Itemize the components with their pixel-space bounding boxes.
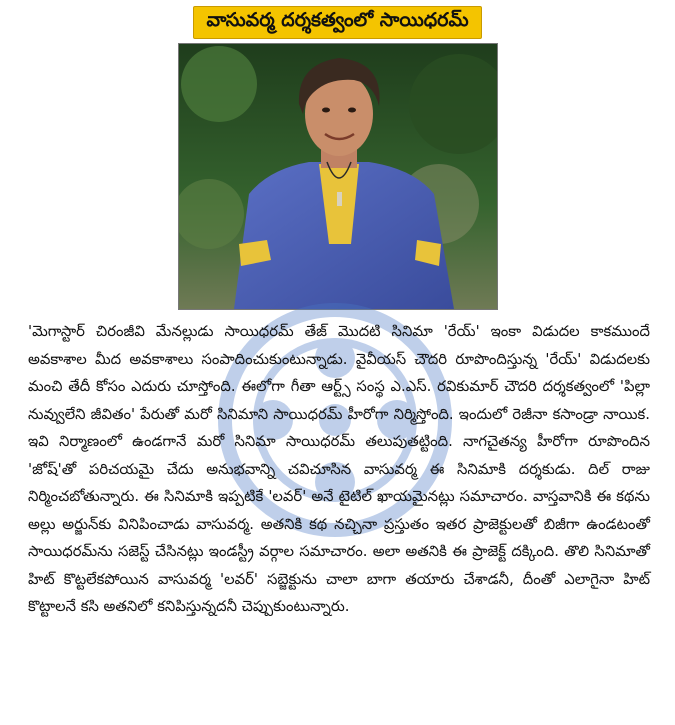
article-body [28,318,650,621]
article-paragraph: 'మెగాస్టార్ చిరంజీవి మేనల్లుడు సాయిధరమ్ తేజ్ మొదటి సినిమా 'రేయ్' ఇంకా విడుదల కాకముందే అవకాశాల మీద అవకాశాలు సంపాదించుకుంటున్నాడు. వైవీయస్ చౌదరి రూపొందిస్తున్న 'రేయ్' విడుదలకు మంచి తేదీ కోసం ఎదురు చూస్తోంది. ఈలోగా గీతా ఆర్ట్స్ సంస్థ ఎ.ఎస్. రవికుమార్ చౌదరి దర్శకత్వంలో 'పిల్లా నువ్వులేని జీవితం' పేరుతో మరో సినిమాని సాయిధరమ్ హీరోగా నిర్మిస్తోంది. ఇందులో రెజీనా కసాండ్రా నాయిక. ఇవి నిర్మాణంలో ఉండగానే మరో సినిమా సాయిధరమ్ తలుపుతట్టింది. నాగచైతన్య హీరోగా రూపొందిన 'జోష్'తో పరిచయమై చేదు అనుభవాన్ని చవిచూసిన వాసువర్మ ఈ సినిమాకి దర్శకుడు. దిల్ రాజు నిర్మించబోతున్నారు. ఈ సినిమాకి ఇప్పటికే 'లవర్' అనే టైటిల్ ఖాయమైనట్లు సమాచారం. వాస్తవానికి ఈ కథను అల్లు అర్జున్‌కు వినిపించాడు వాసువర్మ. అతనికి కథ నచ్చినా ప్రస్తుతం ఇతర ప్రాజెక్టులతో బిజీగా ఉండటంతో సాయిధరమ్‌ను సజెస్ట్ చేసినట్లు ఇండస్ట్రీ వర్గాల సమాచారం. అలా అతనికి ఈ ప్రాజెక్ట్ దక్కింది. తొలి సినిమాతో హిట్ కొట్టలేకపోయిన వాసువర్మ 'లవర్' సబ్జెక్టును చాలా బాగా తయారు చేశాడనీ, దీంతో ఎలాగైనా హిట్ కొట్టాలనే కసి అతనిలో కనిపిస్తున్నదనీ చెప్పుకుంటున్నారు. [28,323,650,615]
actor-photo [178,43,498,310]
headline-container [0,6,675,39]
page-title: వాసువర్మ దర్శకత్వంలో సాయిధరమ్ [193,6,481,39]
